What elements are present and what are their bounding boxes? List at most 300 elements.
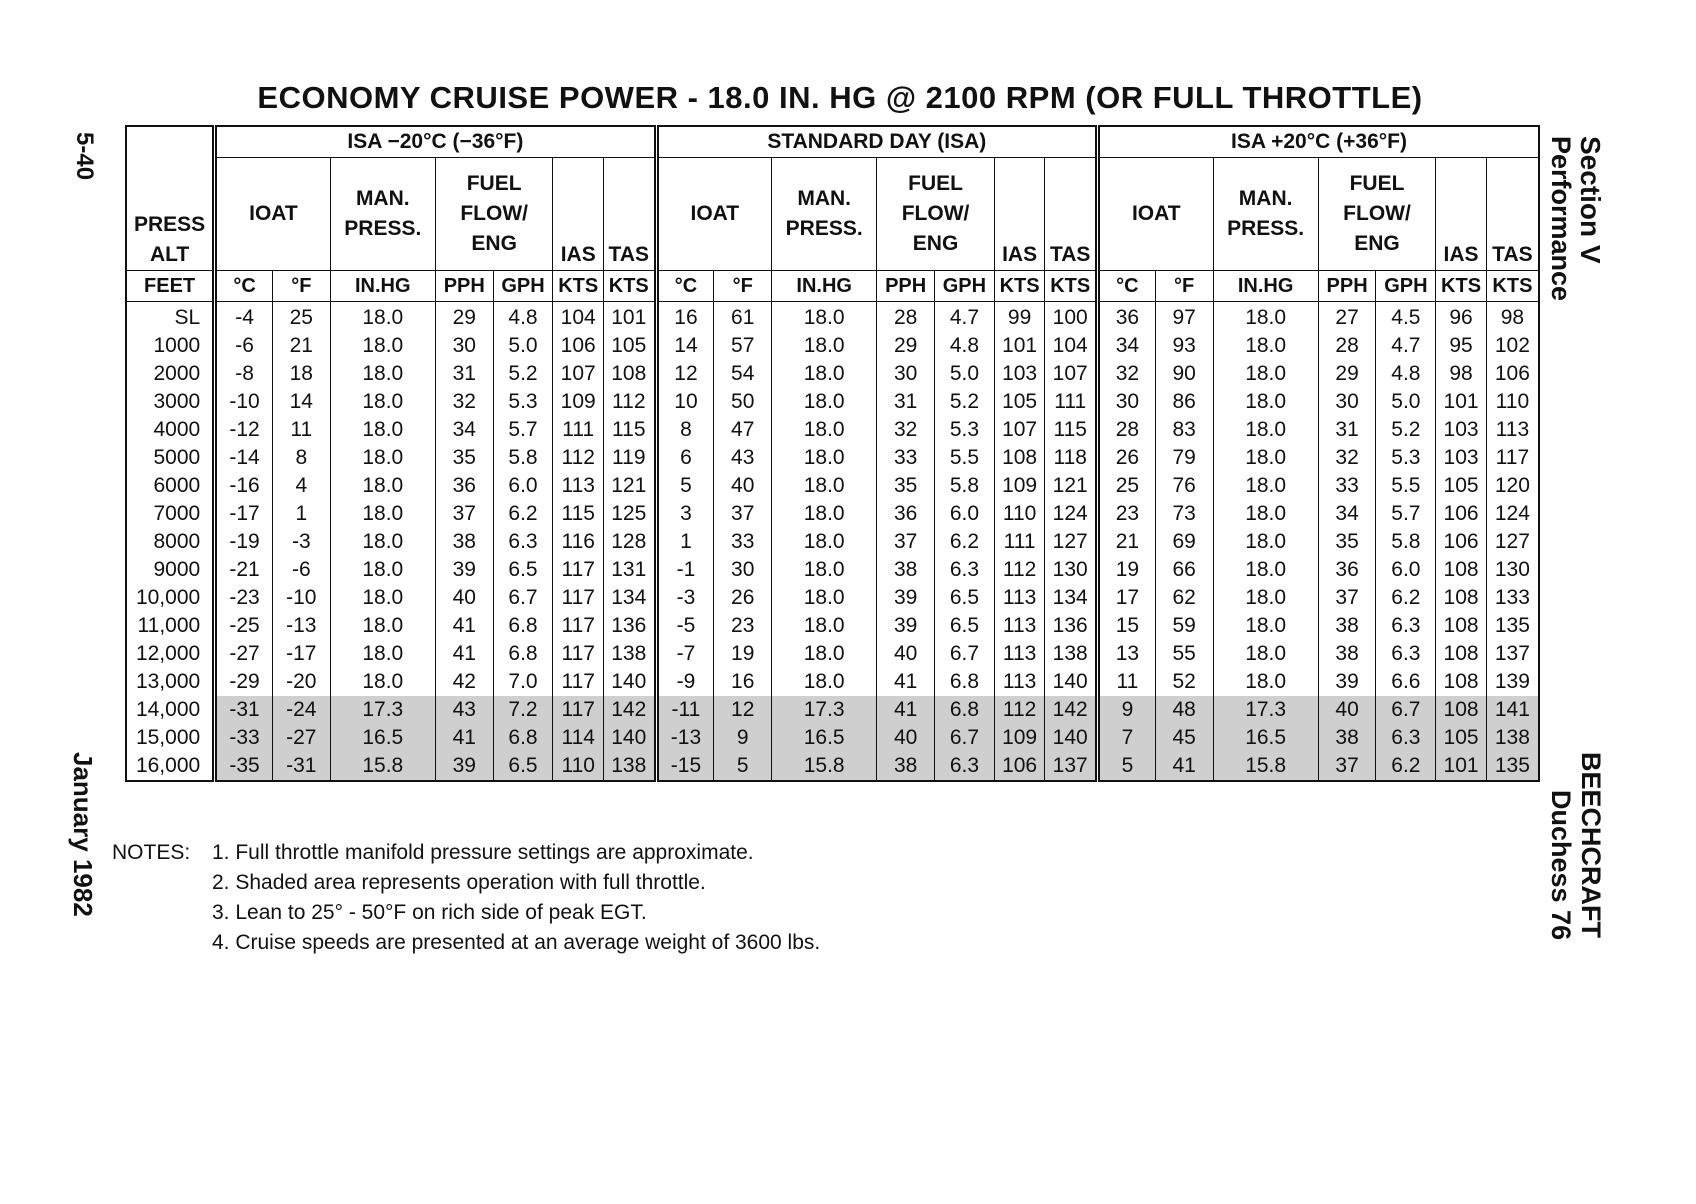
table-cell: 28 bbox=[877, 302, 935, 333]
table-cell: 18.0 bbox=[772, 556, 877, 584]
table-cell: 18.0 bbox=[1213, 584, 1318, 612]
table-cell: 4 bbox=[272, 472, 330, 500]
table-cell: 5.2 bbox=[493, 360, 553, 388]
table-cell: 18.0 bbox=[1213, 668, 1318, 696]
table-cell: 18.0 bbox=[1213, 472, 1318, 500]
table-cell: -8 bbox=[215, 360, 273, 388]
table-body bbox=[126, 302, 1539, 782]
table-cell: 42 bbox=[435, 668, 493, 696]
table-cell: 26 bbox=[1098, 444, 1156, 472]
table-cell: 31 bbox=[877, 388, 935, 416]
table-cell: 1 bbox=[656, 528, 714, 556]
table-cell: 117 bbox=[553, 584, 604, 612]
table-row bbox=[126, 668, 1539, 696]
table-cell: 13 bbox=[1098, 640, 1156, 668]
unit-gph: GPH bbox=[493, 271, 553, 302]
table-row bbox=[126, 388, 1539, 416]
table-cell: 105 bbox=[1436, 472, 1487, 500]
table-cell: 39 bbox=[1318, 668, 1376, 696]
table-cell: 6.0 bbox=[493, 472, 553, 500]
note-item: 2. Shaded area represents operation with full throttle. bbox=[212, 871, 706, 894]
table-cell: 18.0 bbox=[330, 388, 435, 416]
table-cell: -19 bbox=[215, 528, 273, 556]
table-cell: 19 bbox=[714, 640, 772, 668]
table-cell: 5.5 bbox=[935, 444, 995, 472]
table-cell: 18.0 bbox=[330, 444, 435, 472]
publication-date: January 1982 bbox=[68, 752, 98, 917]
table-cell: 117 bbox=[553, 612, 604, 640]
table-cell: 37 bbox=[877, 528, 935, 556]
table-cell: 140 bbox=[1045, 724, 1098, 752]
table-cell: 7 bbox=[1098, 724, 1156, 752]
table-cell: 38 bbox=[1318, 640, 1376, 668]
table-cell: 112 bbox=[994, 696, 1045, 724]
table-cell: 5.0 bbox=[493, 332, 553, 360]
table-cell: 117 bbox=[553, 668, 604, 696]
group-isa-plus-20: ISA +20°C (+36°F) bbox=[1098, 126, 1539, 158]
table-cell: 138 bbox=[1045, 640, 1098, 668]
table-cell: 18.0 bbox=[772, 640, 877, 668]
table-row bbox=[126, 500, 1539, 528]
table-cell: 52 bbox=[1155, 668, 1213, 696]
table-cell: 134 bbox=[603, 584, 656, 612]
table-cell: 5.2 bbox=[935, 388, 995, 416]
table-cell: 39 bbox=[877, 584, 935, 612]
table-cell: 6.2 bbox=[1376, 752, 1436, 781]
table-cell: 17.3 bbox=[1213, 696, 1318, 724]
table-cell: -6 bbox=[272, 556, 330, 584]
table-cell: -31 bbox=[215, 696, 273, 724]
table-cell: 28 bbox=[1318, 332, 1376, 360]
table-cell: 106 bbox=[1436, 528, 1487, 556]
table-cell: 18.0 bbox=[330, 302, 435, 333]
table-cell: 25 bbox=[1098, 472, 1156, 500]
table-cell: 5 bbox=[656, 472, 714, 500]
table-row bbox=[126, 640, 1539, 668]
table-cell: 90 bbox=[1155, 360, 1213, 388]
table-cell: -25 bbox=[215, 612, 273, 640]
table-cell: 108 bbox=[1436, 696, 1487, 724]
tas-header: TAS bbox=[1045, 158, 1098, 271]
ioat-header: IOAT bbox=[656, 158, 772, 271]
table-cell: 6.3 bbox=[493, 528, 553, 556]
table-cell: 26 bbox=[714, 584, 772, 612]
unit-gph: GPH bbox=[935, 271, 995, 302]
table-cell: 137 bbox=[1045, 752, 1098, 781]
table-cell: 138 bbox=[603, 640, 656, 668]
table-cell: 115 bbox=[553, 500, 604, 528]
table-cell: 6.7 bbox=[935, 724, 995, 752]
table-cell: -35 bbox=[215, 752, 273, 781]
table-cell: 124 bbox=[1045, 500, 1098, 528]
table-cell: 30 bbox=[877, 360, 935, 388]
table-cell: 37 bbox=[435, 500, 493, 528]
table-cell: 108 bbox=[1436, 556, 1487, 584]
table-cell: 86 bbox=[1155, 388, 1213, 416]
table-cell: 109 bbox=[994, 472, 1045, 500]
table-cell: 139 bbox=[1486, 668, 1539, 696]
table-cell: 37 bbox=[714, 500, 772, 528]
table-cell: 7.0 bbox=[493, 668, 553, 696]
unit-kts: KTS bbox=[1486, 271, 1539, 302]
table-cell: 103 bbox=[994, 360, 1045, 388]
unit-kts: KTS bbox=[553, 271, 604, 302]
cruise-power-table bbox=[125, 125, 1540, 782]
table-cell: 6.5 bbox=[935, 584, 995, 612]
table-cell: 18.0 bbox=[330, 584, 435, 612]
table-cell: 115 bbox=[603, 416, 656, 444]
table-cell: 43 bbox=[435, 696, 493, 724]
table-cell: -1 bbox=[656, 556, 714, 584]
altitude-cell: 16,000 bbox=[126, 752, 215, 781]
table-cell: 7.2 bbox=[493, 696, 553, 724]
table-cell: 18.0 bbox=[330, 528, 435, 556]
fuel-flow-header: FUEL FLOW/ ENG bbox=[1318, 158, 1436, 271]
table-cell: -10 bbox=[272, 584, 330, 612]
section-label: Section V bbox=[1575, 136, 1606, 264]
table-cell: -13 bbox=[272, 612, 330, 640]
table-cell: 112 bbox=[553, 444, 604, 472]
table-cell: 33 bbox=[877, 444, 935, 472]
table-cell: 6.5 bbox=[935, 612, 995, 640]
table-cell: 136 bbox=[1045, 612, 1098, 640]
table-cell: 108 bbox=[1436, 612, 1487, 640]
table-cell: -6 bbox=[215, 332, 273, 360]
table-cell: 130 bbox=[1486, 556, 1539, 584]
table-cell: 23 bbox=[1098, 500, 1156, 528]
table-cell: 18 bbox=[272, 360, 330, 388]
table-cell: 6.7 bbox=[1376, 696, 1436, 724]
table-cell: 115 bbox=[1045, 416, 1098, 444]
table-cell: 135 bbox=[1486, 752, 1539, 781]
unit-pph: PPH bbox=[1318, 271, 1376, 302]
ias-header: IAS bbox=[1436, 158, 1487, 271]
altitude-cell: 15,000 bbox=[126, 724, 215, 752]
table-cell: 138 bbox=[1486, 724, 1539, 752]
table-cell: 15.8 bbox=[1213, 752, 1318, 781]
table-cell: 101 bbox=[1436, 752, 1487, 781]
table-cell: -23 bbox=[215, 584, 273, 612]
tas-header: TAS bbox=[603, 158, 656, 271]
table-cell: 6.2 bbox=[493, 500, 553, 528]
man-press-header: MAN. PRESS. bbox=[330, 158, 435, 271]
table-cell: 18.0 bbox=[330, 556, 435, 584]
table-cell: 48 bbox=[1155, 696, 1213, 724]
table-cell: 37 bbox=[1318, 584, 1376, 612]
table-row bbox=[126, 752, 1539, 781]
table-cell: 118 bbox=[1045, 444, 1098, 472]
table-cell: 69 bbox=[1155, 528, 1213, 556]
table-row bbox=[126, 696, 1539, 724]
table-cell: 18.0 bbox=[1213, 302, 1318, 333]
table-cell: 101 bbox=[994, 332, 1045, 360]
table-cell: 102 bbox=[1486, 332, 1539, 360]
table-cell: 18.0 bbox=[772, 388, 877, 416]
table-cell: 15 bbox=[1098, 612, 1156, 640]
table-cell: 119 bbox=[603, 444, 656, 472]
table-cell: -5 bbox=[656, 612, 714, 640]
page-number: 5-40 bbox=[71, 132, 98, 181]
altitude-cell: 10,000 bbox=[135, 586, 201, 609]
table-cell: 5.0 bbox=[1376, 388, 1436, 416]
table-cell: 40 bbox=[714, 472, 772, 500]
table-cell: 117 bbox=[553, 696, 604, 724]
table-cell: 36 bbox=[435, 472, 493, 500]
table-cell: 35 bbox=[435, 444, 493, 472]
table-cell: 18.0 bbox=[1213, 500, 1318, 528]
table-cell: 140 bbox=[603, 724, 656, 752]
table-cell: 16 bbox=[714, 668, 772, 696]
table-cell: 18.0 bbox=[330, 360, 435, 388]
table-cell: 111 bbox=[1045, 388, 1098, 416]
table-cell: 19 bbox=[1098, 556, 1156, 584]
table-cell: 106 bbox=[1486, 360, 1539, 388]
table-cell: 17 bbox=[1098, 584, 1156, 612]
table-cell: 125 bbox=[603, 500, 656, 528]
table-cell: 107 bbox=[553, 360, 604, 388]
table-cell: 5.8 bbox=[493, 444, 553, 472]
unit-inhg: IN.HG bbox=[1213, 271, 1318, 302]
table-cell: 18.0 bbox=[772, 528, 877, 556]
table-row bbox=[126, 360, 1539, 388]
table-cell: 6.8 bbox=[493, 612, 553, 640]
table-cell: 114 bbox=[553, 724, 604, 752]
table-cell: 18.0 bbox=[772, 444, 877, 472]
table-cell: 18.0 bbox=[1213, 332, 1318, 360]
unit-gph: GPH bbox=[1376, 271, 1436, 302]
table-row bbox=[126, 528, 1539, 556]
table-cell: 66 bbox=[1155, 556, 1213, 584]
group-isa-minus-20: ISA −20°C (−36°F) bbox=[215, 126, 656, 158]
table-cell: 10 bbox=[656, 388, 714, 416]
page-title: ECONOMY CRUISE POWER - 18.0 IN. HG @ 2100 RPM (OR FULL THROTTLE) bbox=[257, 80, 1423, 115]
table-cell: 18.0 bbox=[330, 500, 435, 528]
table-cell: 106 bbox=[553, 332, 604, 360]
table-cell: 55 bbox=[1155, 640, 1213, 668]
group-standard-day: STANDARD DAY (ISA) bbox=[656, 126, 1097, 158]
table-cell: 111 bbox=[553, 416, 604, 444]
table-row bbox=[126, 332, 1539, 360]
table-cell: 6.6 bbox=[1376, 668, 1436, 696]
unit-f: °F bbox=[714, 271, 772, 302]
table-cell: 113 bbox=[553, 472, 604, 500]
table-cell: 105 bbox=[994, 388, 1045, 416]
table-cell: 16.5 bbox=[772, 724, 877, 752]
table-cell: -21 bbox=[215, 556, 273, 584]
table-cell: 59 bbox=[1155, 612, 1213, 640]
table-cell: 47 bbox=[714, 416, 772, 444]
table-cell: 62 bbox=[1155, 584, 1213, 612]
table-cell: 138 bbox=[603, 752, 656, 781]
table-cell: -3 bbox=[272, 528, 330, 556]
unit-pph: PPH bbox=[877, 271, 935, 302]
table-cell: 11 bbox=[272, 416, 330, 444]
table-cell: 76 bbox=[1155, 472, 1213, 500]
table-cell: 130 bbox=[1045, 556, 1098, 584]
table-cell: 34 bbox=[1318, 500, 1376, 528]
note-item: 3. Lean to 25° - 50°F on rich side of peak EGT. bbox=[212, 901, 647, 924]
table-cell: 5.8 bbox=[935, 472, 995, 500]
table-cell: 35 bbox=[1318, 528, 1376, 556]
table-cell: 40 bbox=[877, 724, 935, 752]
table-cell: 127 bbox=[1486, 528, 1539, 556]
table-cell: 79 bbox=[1155, 444, 1213, 472]
unit-f: °F bbox=[1155, 271, 1213, 302]
table-cell: 101 bbox=[1436, 388, 1487, 416]
table-cell: 6.7 bbox=[493, 584, 553, 612]
table-cell: -27 bbox=[215, 640, 273, 668]
table-cell: 113 bbox=[994, 612, 1045, 640]
table-cell: 141 bbox=[1486, 696, 1539, 724]
press-alt-header: PRESS ALT bbox=[126, 126, 215, 271]
unit-inhg: IN.HG bbox=[772, 271, 877, 302]
table-cell: -31 bbox=[272, 752, 330, 781]
table-cell: 95 bbox=[1436, 332, 1487, 360]
table-cell: 41 bbox=[877, 668, 935, 696]
table-cell: 31 bbox=[435, 360, 493, 388]
table-cell: 18.0 bbox=[1213, 612, 1318, 640]
table-cell: 39 bbox=[877, 612, 935, 640]
table-cell: 41 bbox=[435, 640, 493, 668]
table-cell: 5.2 bbox=[1376, 416, 1436, 444]
table-cell: -3 bbox=[656, 584, 714, 612]
table-cell: 31 bbox=[1318, 416, 1376, 444]
altitude-cell: 14,000 bbox=[126, 696, 215, 724]
unit-feet: FEET bbox=[126, 271, 215, 302]
table-cell: 36 bbox=[1098, 302, 1156, 333]
table-cell: -24 bbox=[272, 696, 330, 724]
table-cell: 38 bbox=[877, 556, 935, 584]
table-row bbox=[126, 302, 1539, 333]
table-cell: 104 bbox=[553, 302, 604, 333]
table-cell: 124 bbox=[1486, 500, 1539, 528]
table-cell: 4.8 bbox=[493, 302, 553, 333]
table-cell: 5.3 bbox=[935, 416, 995, 444]
table-cell: 6.8 bbox=[935, 668, 995, 696]
table-cell: 6.7 bbox=[935, 640, 995, 668]
table-cell: 6.2 bbox=[935, 528, 995, 556]
table-cell: 108 bbox=[603, 360, 656, 388]
table-cell: 103 bbox=[1436, 416, 1487, 444]
table-cell: 127 bbox=[1045, 528, 1098, 556]
table-cell: 6.3 bbox=[1376, 640, 1436, 668]
table-cell: 136 bbox=[603, 612, 656, 640]
table-cell: 17.3 bbox=[330, 696, 435, 724]
table-cell: 29 bbox=[1318, 360, 1376, 388]
table-cell: 30 bbox=[435, 332, 493, 360]
table-cell: 107 bbox=[1045, 360, 1098, 388]
table-cell: 15.8 bbox=[330, 752, 435, 781]
unit-c: °C bbox=[215, 271, 273, 302]
table-cell: 18.0 bbox=[1213, 416, 1318, 444]
table-cell: 6.0 bbox=[1376, 556, 1436, 584]
table-cell: 137 bbox=[1486, 640, 1539, 668]
table-cell: 6.8 bbox=[493, 724, 553, 752]
fuel-flow-header: FUEL FLOW/ ENG bbox=[877, 158, 995, 271]
table-cell: 99 bbox=[994, 302, 1045, 333]
table-cell: 4.5 bbox=[1376, 302, 1436, 333]
table-cell: 18.0 bbox=[1213, 640, 1318, 668]
table-cell: 30 bbox=[1318, 388, 1376, 416]
table-cell: 6.8 bbox=[935, 696, 995, 724]
table-cell: 108 bbox=[994, 444, 1045, 472]
brand-label: BEECHCRAFT bbox=[1576, 752, 1606, 938]
table-cell: 83 bbox=[1155, 416, 1213, 444]
table-cell: 18.0 bbox=[1213, 388, 1318, 416]
table-cell: 54 bbox=[714, 360, 772, 388]
unit-inhg: IN.HG bbox=[330, 271, 435, 302]
table-cell: -29 bbox=[215, 668, 273, 696]
altitude-cell: 1000 bbox=[153, 334, 201, 357]
table-cell: 38 bbox=[1318, 724, 1376, 752]
table-cell: 41 bbox=[435, 724, 493, 752]
unit-kts: KTS bbox=[603, 271, 656, 302]
table-cell: 18.0 bbox=[1213, 444, 1318, 472]
table-cell: 6.3 bbox=[1376, 612, 1436, 640]
table-cell: 29 bbox=[435, 302, 493, 333]
altitude-cell: 7000 bbox=[153, 502, 201, 525]
table-cell: 39 bbox=[435, 556, 493, 584]
table-cell: -13 bbox=[656, 724, 714, 752]
table-row bbox=[126, 444, 1539, 472]
table-cell: 5.5 bbox=[1376, 472, 1436, 500]
table-cell: 106 bbox=[1436, 500, 1487, 528]
table-cell: 6.5 bbox=[493, 556, 553, 584]
table-cell: 98 bbox=[1486, 302, 1539, 333]
altitude-cell: 8000 bbox=[153, 530, 201, 553]
table-cell: -15 bbox=[656, 752, 714, 781]
table-cell: 18.0 bbox=[772, 500, 877, 528]
table-cell: 117 bbox=[1486, 444, 1539, 472]
table-cell: 61 bbox=[714, 302, 772, 333]
altitude-cell: SL bbox=[174, 306, 201, 329]
subsection-label: Performance bbox=[1546, 136, 1576, 302]
table-cell: 14 bbox=[272, 388, 330, 416]
table-cell: 5.3 bbox=[1376, 444, 1436, 472]
table-cell: 18.0 bbox=[772, 668, 877, 696]
table-cell: 8 bbox=[272, 444, 330, 472]
table-cell: 108 bbox=[1436, 640, 1487, 668]
table-cell: 106 bbox=[994, 752, 1045, 781]
table-cell: 36 bbox=[877, 500, 935, 528]
table-cell: 5.8 bbox=[1376, 528, 1436, 556]
table-cell: 37 bbox=[1318, 752, 1376, 781]
table-cell: 41 bbox=[877, 696, 935, 724]
note-item: 4. Cruise speeds are presented at an average weight of 3600 lbs. bbox=[212, 931, 821, 954]
table-cell: 45 bbox=[1155, 724, 1213, 752]
table-cell: 35 bbox=[877, 472, 935, 500]
unit-kts: KTS bbox=[994, 271, 1045, 302]
unit-kts: KTS bbox=[1436, 271, 1487, 302]
table-cell: 142 bbox=[1045, 696, 1098, 724]
table-cell: 39 bbox=[435, 752, 493, 781]
table-row bbox=[126, 724, 1539, 752]
table-cell: 108 bbox=[1436, 584, 1487, 612]
table-row bbox=[126, 556, 1539, 584]
table-cell: 4.7 bbox=[1376, 332, 1436, 360]
table-cell: 18.0 bbox=[772, 302, 877, 333]
table-cell: -10 bbox=[215, 388, 273, 416]
table-cell: 135 bbox=[1486, 612, 1539, 640]
altitude-cell: 2000 bbox=[153, 362, 201, 385]
table-cell: 105 bbox=[1436, 724, 1487, 752]
table-cell: 109 bbox=[994, 724, 1045, 752]
table-cell: 5.0 bbox=[935, 360, 995, 388]
table-cell: 14 bbox=[656, 332, 714, 360]
table-cell: 96 bbox=[1436, 302, 1487, 333]
table-cell: 15.8 bbox=[772, 752, 877, 781]
table-cell: -9 bbox=[656, 668, 714, 696]
